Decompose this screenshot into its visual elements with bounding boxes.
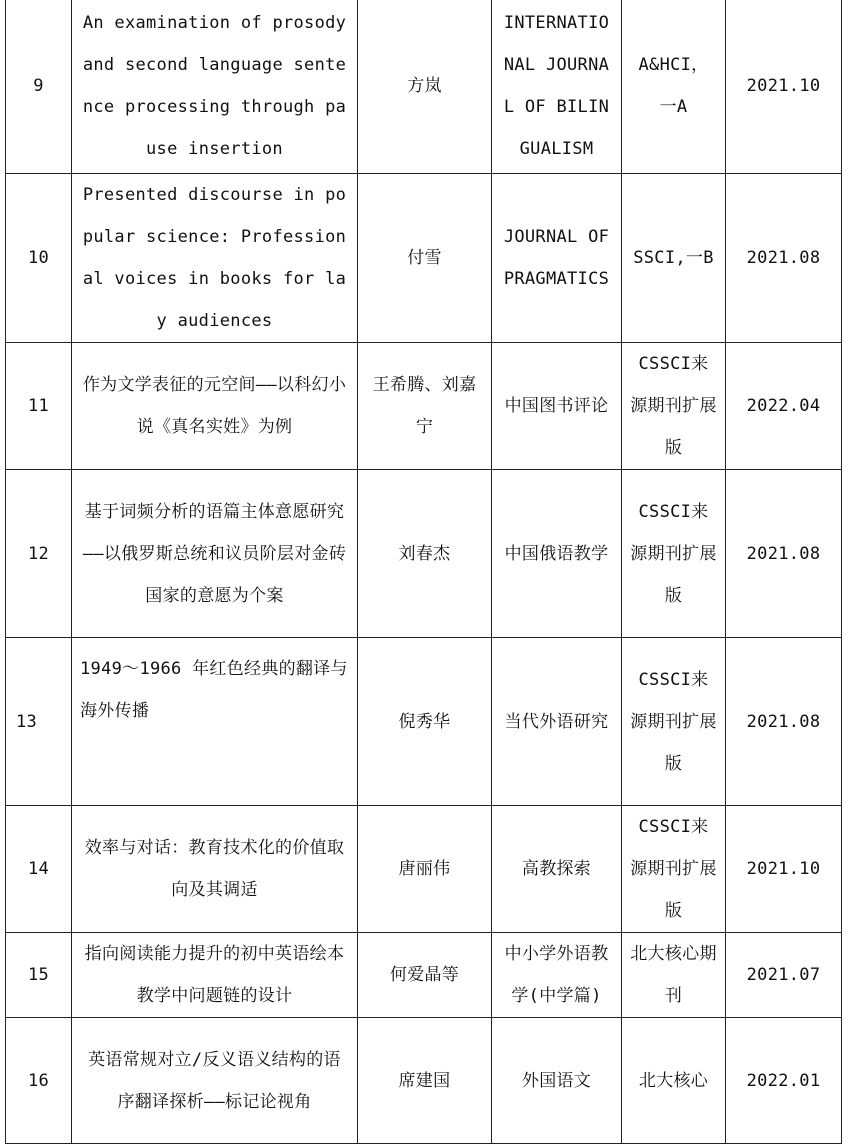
row-number: 14 bbox=[6, 806, 72, 933]
author: 刘春杰 bbox=[358, 470, 492, 638]
row-number: 12 bbox=[6, 470, 72, 638]
table-row bbox=[6, 174, 842, 343]
journal: 外国语文 bbox=[492, 1018, 622, 1144]
pub-date: 2021.08 bbox=[726, 638, 842, 806]
table-row bbox=[6, 1018, 842, 1144]
paper-title: 作为文学表征的元空间——以科幻小说《真名实姓》为例 bbox=[72, 343, 358, 470]
index-level: 北大核心 bbox=[622, 1018, 726, 1144]
paper-title: 1949～1966 年红色经典的翻译与海外传播 bbox=[72, 638, 358, 806]
table-row bbox=[6, 933, 842, 1018]
journal: INTERNATIONAL JOURNAL OF BILINGUALISM bbox=[492, 0, 622, 174]
index-level: 北大核心期刊 bbox=[622, 933, 726, 1018]
row-number: 9 bbox=[6, 0, 72, 174]
pub-date: 2022.04 bbox=[726, 343, 842, 470]
index-level: CSSCI来源期刊扩展版 bbox=[622, 638, 726, 806]
row-number: 16 bbox=[6, 1018, 72, 1144]
journal: 中小学外语教学(中学篇) bbox=[492, 933, 622, 1018]
pub-date: 2021.08 bbox=[726, 174, 842, 343]
index-level: SSCI,一B bbox=[622, 174, 726, 343]
row-number: 11 bbox=[6, 343, 72, 470]
paper-title: 效率与对话：教育技术化的价值取向及其调适 bbox=[72, 806, 358, 933]
author: 何爱晶等 bbox=[358, 933, 492, 1018]
table-row bbox=[6, 343, 842, 470]
author: 席建国 bbox=[358, 1018, 492, 1144]
table-row bbox=[6, 470, 842, 638]
row-number: 10 bbox=[6, 174, 72, 343]
table-row bbox=[6, 638, 842, 806]
index-level: A&HCI，一A bbox=[622, 0, 726, 174]
journal: JOURNAL OF PRAGMATICS bbox=[492, 174, 622, 343]
pub-date: 2021.07 bbox=[726, 933, 842, 1018]
pub-date: 2021.10 bbox=[726, 806, 842, 933]
table-row bbox=[6, 806, 842, 933]
paper-title: An examination of prosody and second language sentence processing through pause insertion bbox=[72, 0, 358, 174]
pub-date: 2021.08 bbox=[726, 470, 842, 638]
author: 唐丽伟 bbox=[358, 806, 492, 933]
row-number: 13 bbox=[6, 638, 72, 806]
table-row bbox=[6, 0, 842, 174]
index-level: CSSCI来源期刊扩展版 bbox=[622, 343, 726, 470]
pub-date: 2022.01 bbox=[726, 1018, 842, 1144]
row-number: 15 bbox=[6, 933, 72, 1018]
journal: 高教探索 bbox=[492, 806, 622, 933]
paper-title: 基于词频分析的语篇主体意愿研究 ——以俄罗斯总统和议员阶层对金砖国家的意愿为个案 bbox=[72, 470, 358, 638]
author: 付雪 bbox=[358, 174, 492, 343]
pub-date: 2021.10 bbox=[726, 0, 842, 174]
paper-title: 指向阅读能力提升的初中英语绘本教学中问题链的设计 bbox=[72, 933, 358, 1018]
index-level: CSSCI来源期刊扩展版 bbox=[622, 470, 726, 638]
journal: 当代外语研究 bbox=[492, 638, 622, 806]
paper-title: 英语常规对立/反义语义结构的语序翻译探析——标记论视角 bbox=[72, 1018, 358, 1144]
paper-title: Presented discourse in popular science: Professional voices in books for lay audiences bbox=[72, 174, 358, 343]
index-level: CSSCI来源期刊扩展版 bbox=[622, 806, 726, 933]
author: 王希腾、刘嘉宁 bbox=[358, 343, 492, 470]
author: 方岚 bbox=[358, 0, 492, 174]
journal: 中国图书评论 bbox=[492, 343, 622, 470]
publications-table bbox=[5, 0, 842, 1144]
author: 倪秀华 bbox=[358, 638, 492, 806]
journal: 中国俄语教学 bbox=[492, 470, 622, 638]
